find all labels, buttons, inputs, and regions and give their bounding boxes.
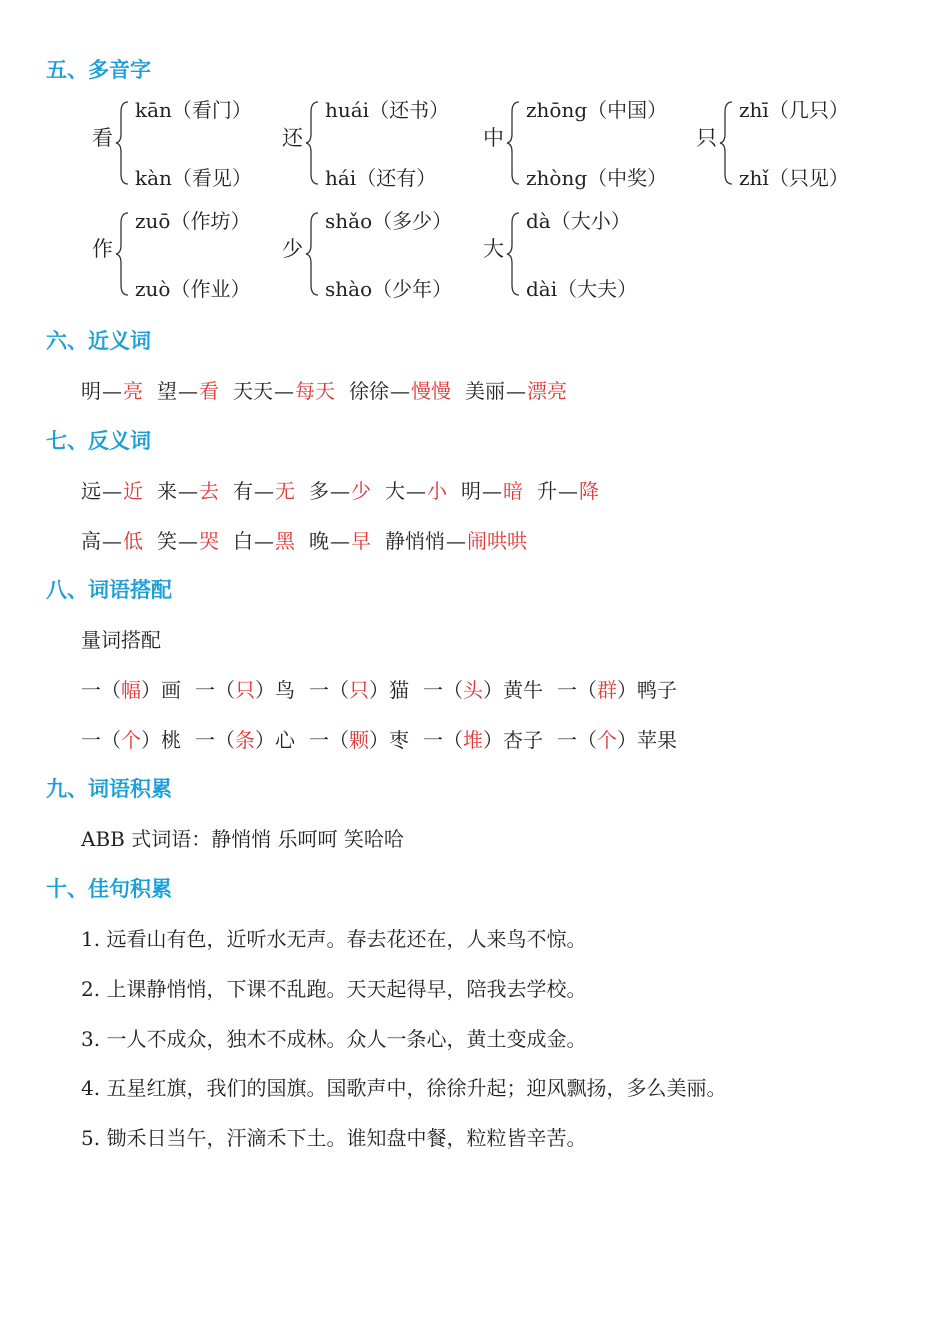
noun: 心 <box>275 728 295 752</box>
word: 高 <box>81 529 101 553</box>
polyphone-reading: dài（大夫） <box>526 277 638 301</box>
word: 天天 <box>233 379 273 403</box>
word: 美丽 <box>465 379 505 403</box>
word: 有 <box>233 479 253 503</box>
word: 大 <box>385 479 405 503</box>
measure-word-line: 一（个）桃 一（条）心 一（颗）枣 一（堆）杏子 一（个）苹果 <box>81 728 677 752</box>
polyphone-char: 看 <box>92 126 113 150</box>
answer-word: 看 <box>199 379 219 403</box>
measure-word-line: 一（幅）画 一（只）鸟 一（只）猫 一（头）黄牛 一（群）鸭子 <box>81 678 677 702</box>
answer-word: 无 <box>275 479 295 503</box>
word: 徐徐 <box>349 379 389 403</box>
section-heading-collocations: 八、词语搭配 <box>46 578 172 602</box>
noun: 桃 <box>161 728 181 752</box>
answer-word: 早 <box>351 529 371 553</box>
polyphone-group <box>483 100 673 190</box>
polyphone-reading: zuò（作业） <box>135 277 251 301</box>
noun: 鸭子 <box>637 678 677 702</box>
word: 笑 <box>157 529 177 553</box>
sentence-line: 4. 五星红旗，我们的国旗。国歌声中，徐徐升起；迎风飘扬，多么美丽。 <box>81 1076 727 1100</box>
sentence-line: 2. 上课静悄悄，下课不乱跑。天天起得早，陪我去学校。 <box>81 977 587 1001</box>
answer-word: 群 <box>597 678 617 702</box>
section-heading-word-accumulation: 九、词语积累 <box>46 777 172 801</box>
polyphone-reading: hái（还有） <box>325 166 437 190</box>
answer-word: 低 <box>123 529 143 553</box>
antonym-line: 高—低 笑—哭 白—黑 晚—早 静悄悄—闹哄哄 <box>81 529 527 553</box>
word: 多 <box>309 479 329 503</box>
answer-word: 只 <box>235 678 255 702</box>
word: 望 <box>157 379 177 403</box>
sentence-line: 1. 远看山有色，近听水无声。春去花还在，人来鸟不惊。 <box>81 927 587 951</box>
answer-word: 只 <box>349 678 369 702</box>
answer-word: 亮 <box>123 379 143 403</box>
polyphone-reading: zhī（几只） <box>739 98 849 122</box>
polyphone-group <box>92 211 282 301</box>
answer-word: 近 <box>123 479 143 503</box>
polyphone-char: 少 <box>282 237 303 261</box>
subsection-title: 量词搭配 <box>81 628 161 652</box>
antonym-line: 远—近 来—去 有—无 多—少 大—小 明—暗 升—降 <box>81 479 599 503</box>
polyphone-reading: dà（大小） <box>526 209 631 233</box>
answer-word: 头 <box>463 678 483 702</box>
polyphone-group <box>282 211 472 301</box>
polyphone-group <box>696 100 886 190</box>
noun: 杏子 <box>503 728 543 752</box>
answer-word: 慢慢 <box>411 379 451 403</box>
brace-icon <box>114 100 134 186</box>
section-heading-sentences: 十、佳句积累 <box>46 877 172 901</box>
brace-icon <box>304 211 324 297</box>
brace-icon <box>304 100 324 186</box>
noun: 枣 <box>389 728 409 752</box>
section-heading-synonyms: 六、近义词 <box>46 329 151 353</box>
polyphone-reading: kàn（看见） <box>135 166 252 190</box>
noun: 画 <box>161 678 181 702</box>
answer-word: 哭 <box>199 529 219 553</box>
answer-word: 降 <box>579 479 599 503</box>
noun: 黄牛 <box>503 678 543 702</box>
noun: 猫 <box>389 678 409 702</box>
polyphone-group <box>92 100 282 190</box>
brace-icon <box>114 211 134 297</box>
polyphone-reading: zhòng（中奖） <box>526 166 668 190</box>
answer-word: 去 <box>199 479 219 503</box>
noun: 鸟 <box>275 678 295 702</box>
word: 静悄悄 <box>385 529 445 553</box>
answer-word: 条 <box>235 728 255 752</box>
answer-word: 小 <box>427 479 447 503</box>
sentence-line: 5. 锄禾日当午，汗滴禾下土。谁知盘中餐，粒粒皆辛苦。 <box>81 1126 587 1150</box>
answer-word: 幅 <box>121 678 141 702</box>
polyphone-reading: huái（还书） <box>325 98 450 122</box>
answer-word: 暗 <box>503 479 523 503</box>
answer-word: 黑 <box>275 529 295 553</box>
word: 白 <box>233 529 253 553</box>
polyphone-reading: zhǐ（只见） <box>739 166 849 190</box>
polyphone-char: 还 <box>282 126 303 150</box>
abb-words-line: ABB 式词语：静悄悄 乐呵呵 笑哈哈 <box>81 827 404 851</box>
word: 升 <box>537 479 557 503</box>
section-heading-antonyms: 七、反义词 <box>46 429 151 453</box>
polyphone-reading: shǎo（多少） <box>325 209 453 233</box>
polyphone-reading: zuō（作坊） <box>135 209 251 233</box>
answer-word: 颗 <box>349 728 369 752</box>
word: 晚 <box>309 529 329 553</box>
answer-word: 少 <box>351 479 371 503</box>
polyphone-group <box>483 211 673 301</box>
polyphone-group <box>282 100 472 190</box>
answer-word: 个 <box>597 728 617 752</box>
word: 来 <box>157 479 177 503</box>
answer-word: 个 <box>121 728 141 752</box>
answer-word: 闹哄哄 <box>467 529 527 553</box>
sentence-line: 3. 一人不成众，独木不成林。众人一条心，黄土变成金。 <box>81 1027 587 1051</box>
brace-icon <box>505 100 525 186</box>
word: 明 <box>461 479 481 503</box>
section-heading-polyphones: 五、多音字 <box>46 58 151 82</box>
brace-icon <box>505 211 525 297</box>
polyphone-reading: kān（看门） <box>135 98 252 122</box>
word: 明 <box>81 379 101 403</box>
noun: 苹果 <box>637 728 677 752</box>
answer-word: 每天 <box>295 379 335 403</box>
polyphone-reading: zhōng（中国） <box>526 98 668 122</box>
answer-word: 漂亮 <box>527 379 567 403</box>
polyphone-char: 作 <box>92 237 113 261</box>
brace-icon <box>718 100 738 186</box>
synonym-line: 明—亮 望—看 天天—每天 徐徐—慢慢 美丽—漂亮 <box>81 379 567 403</box>
answer-word: 堆 <box>463 728 483 752</box>
polyphone-reading: shào（少年） <box>325 277 453 301</box>
polyphone-char: 中 <box>483 126 504 150</box>
polyphone-char: 只 <box>696 126 717 150</box>
polyphone-char: 大 <box>483 237 504 261</box>
word: 远 <box>81 479 101 503</box>
